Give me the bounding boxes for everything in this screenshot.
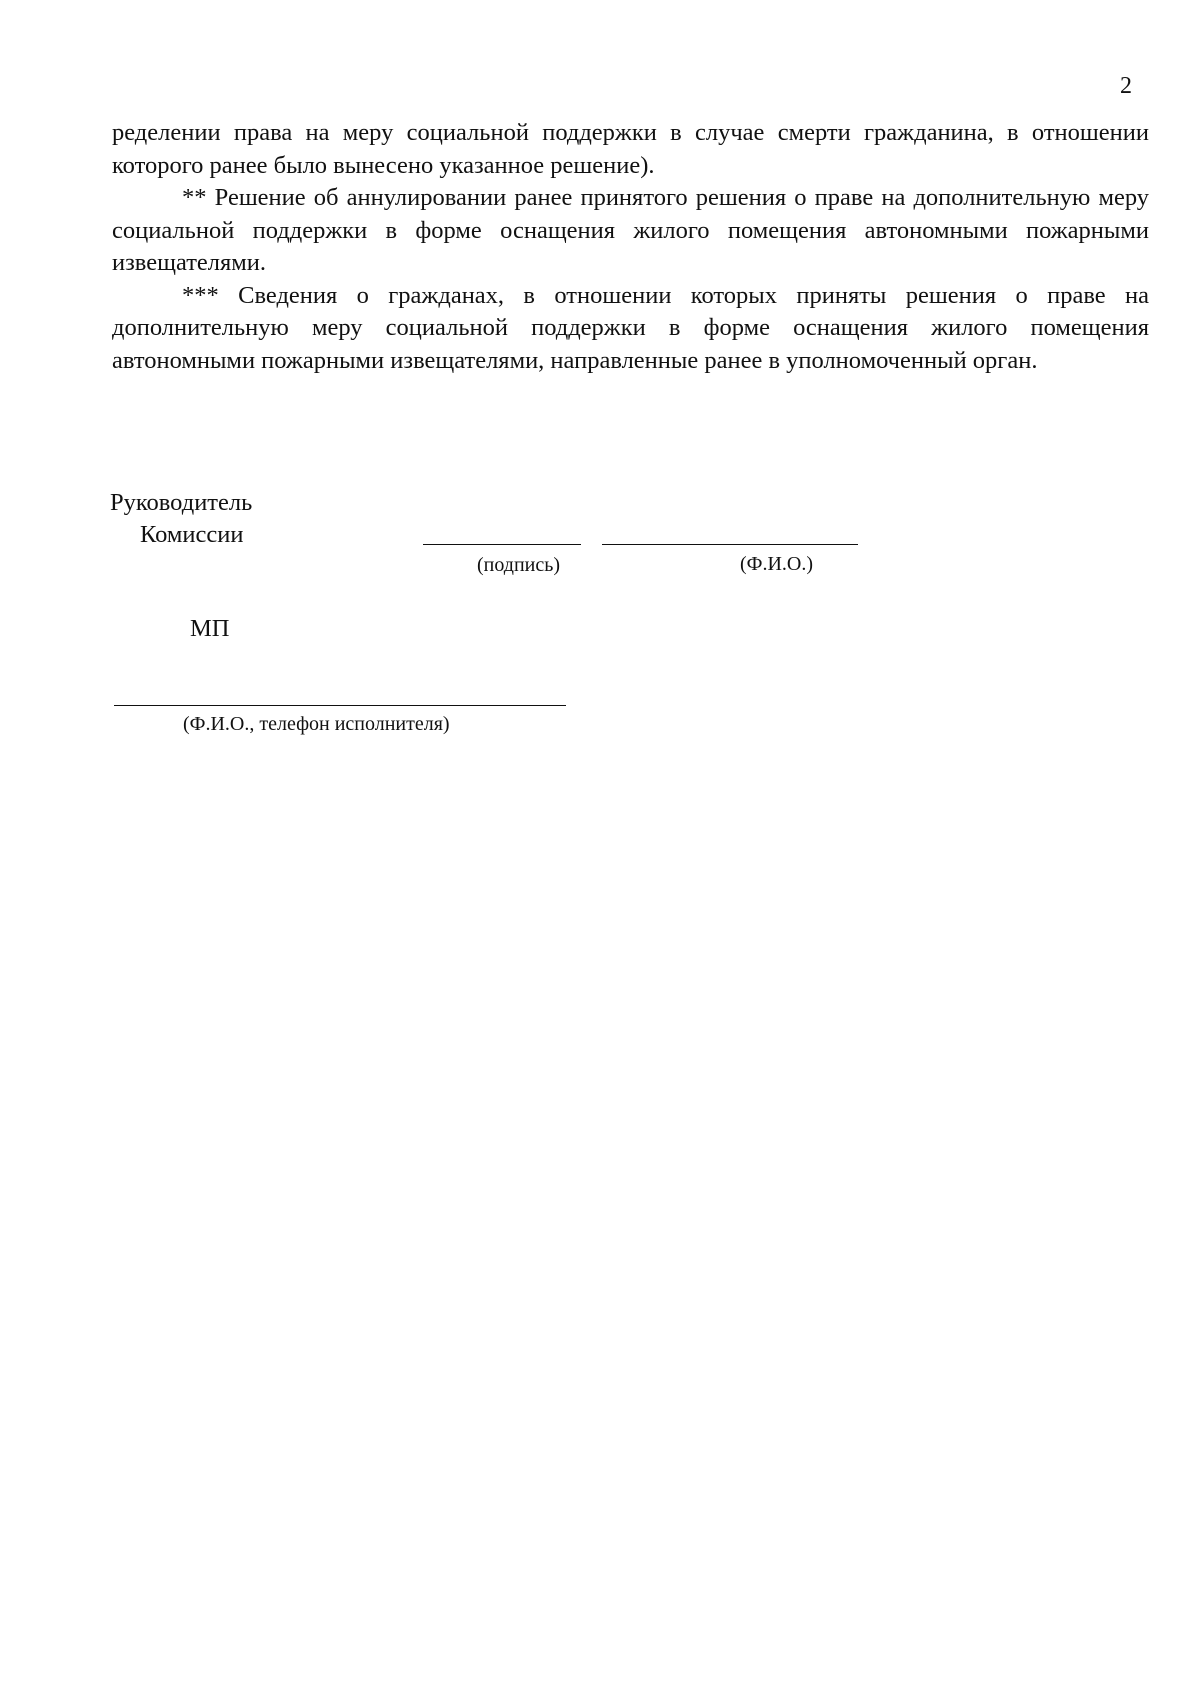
footnote-double-asterisk: ** Решение об аннулировании ранее принятого решения о праве на дополнительную меру социальной поддержки в форме оснащения жилого помещения автономными пожарными извещателями. bbox=[112, 184, 1149, 276]
stamp-place-label: МП bbox=[190, 615, 230, 642]
name-caption: (Ф.И.О.) bbox=[740, 553, 814, 575]
footnote-continuation: ределении права на меру социальной поддержки в случае смерти гражданина, в отношении которого ранее было вынесено указанное решение). bbox=[112, 119, 1149, 179]
signature-line bbox=[423, 544, 581, 545]
footnote-triple-asterisk: *** Сведения о гражданах, в отношении которых приняты решения о праве на дополнительную меру социальной поддержки в форме оснащения жилого помещения автономными пожарными извещателями, направленные ранее в уполномоченный орган. bbox=[112, 281, 1149, 374]
signer-title-line2: Комиссии bbox=[140, 521, 244, 548]
signer-title-line1: Руководитель bbox=[110, 489, 253, 516]
executor-caption: (Ф.И.О., телефон исполнителя) bbox=[183, 713, 450, 735]
name-line bbox=[602, 544, 858, 545]
executor-line bbox=[114, 705, 566, 706]
page-number: 2 bbox=[1120, 73, 1132, 99]
signature-caption: (подпись) bbox=[477, 554, 561, 576]
document-body bbox=[112, 117, 1149, 377]
signer-title bbox=[110, 487, 252, 551]
